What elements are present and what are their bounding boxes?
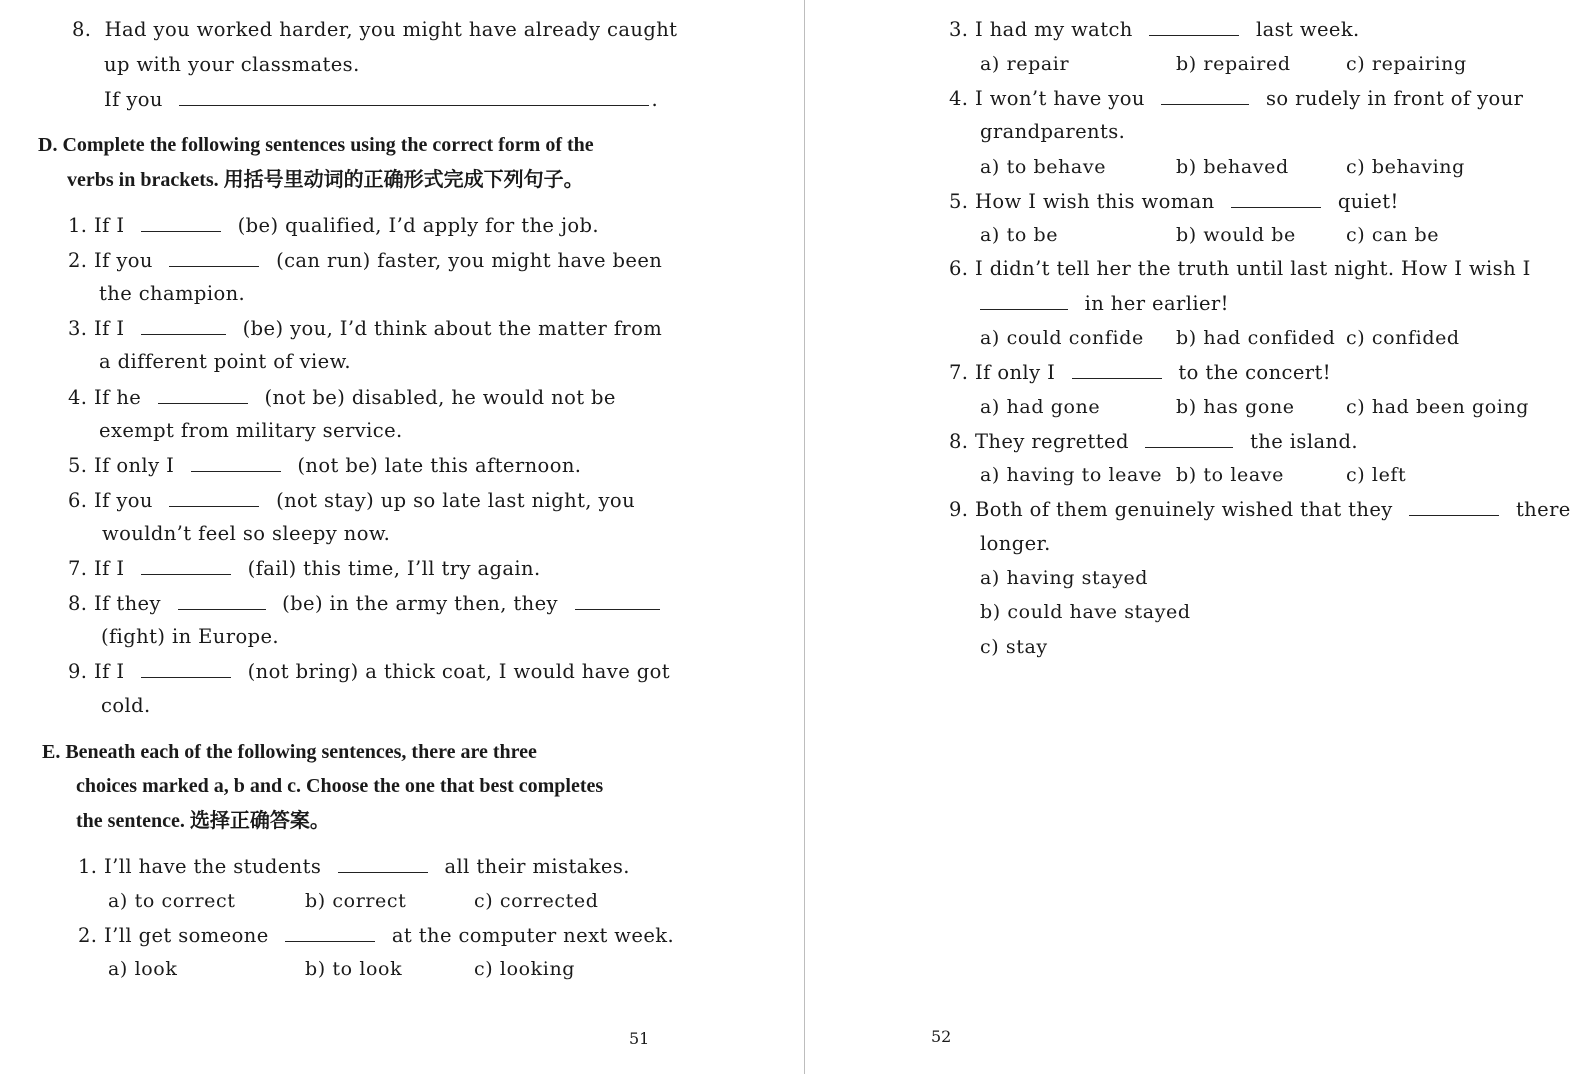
choice-a[interactable]: a) to be: [980, 224, 1059, 246]
item-text: I won’t have you: [975, 87, 1145, 110]
item-text: all their mistakes.: [444, 855, 630, 878]
item-text: last week.: [1255, 18, 1360, 41]
right-page: [805, 0, 1585, 1074]
item-text: If only I: [975, 361, 1056, 384]
answer-blank[interactable]: [338, 854, 428, 873]
item-number: 8.: [949, 430, 969, 453]
choice-a[interactable]: a) look: [108, 958, 178, 980]
exercise-item: [949, 257, 1531, 281]
item-text: Both of them genuinely wished that they: [975, 498, 1393, 521]
item-text: at the computer next week.: [391, 924, 675, 947]
item-text: (not be) late this afternoon.: [297, 454, 582, 477]
item-text: (not stay) up so late last night, you: [276, 489, 636, 512]
item-text: If I: [94, 317, 125, 340]
section-letter: D.: [38, 134, 58, 156]
item-number: 2.: [68, 249, 88, 272]
choice-b[interactable]: b) had confided: [1176, 327, 1336, 349]
item-number: 9.: [68, 660, 88, 683]
section-e-heading: [42, 740, 537, 764]
exercise-item: [68, 556, 541, 581]
item-text: If only I: [94, 454, 175, 477]
item-number: 6.: [68, 489, 88, 512]
item-text-continued: exempt from military service.: [99, 419, 403, 442]
item-text-continued: [980, 291, 1229, 316]
choice-c[interactable]: c) repairing: [1346, 53, 1467, 75]
item-text-continued: cold.: [101, 694, 151, 717]
item-text: I had my watch: [975, 18, 1133, 41]
item-text-continued: wouldn’t feel so sleepy now.: [102, 522, 391, 545]
choice-a[interactable]: a) repair: [980, 53, 1070, 75]
section-instruction: Complete the following sentences using the correct form of the: [62, 134, 594, 156]
item-text: (can run) faster, you might have been: [276, 249, 663, 272]
item-text: If I: [94, 660, 125, 683]
item-number: 8.: [68, 592, 88, 615]
exercise-item: [68, 213, 599, 238]
item-text: I’ll get someone: [104, 924, 269, 947]
choice-b[interactable]: b) to leave: [1176, 464, 1284, 486]
choice-b[interactable]: b) to look: [305, 958, 403, 980]
item-text: quiet!: [1337, 190, 1399, 213]
choice-a[interactable]: a) to correct: [108, 890, 236, 912]
item-number: 5.: [68, 454, 88, 477]
choice-c[interactable]: c) behaving: [1346, 156, 1465, 178]
exercise-item: [68, 453, 581, 478]
answer-blank[interactable]: [980, 291, 1068, 310]
section-instruction: verbs in brackets. 用括号里动词的正确形式完成下列句子。: [67, 169, 584, 191]
item-text-continued: the champion.: [99, 282, 246, 305]
item-text: If he: [94, 386, 142, 409]
item-text: (not be) disabled, he would not be: [264, 386, 616, 409]
answer-blank[interactable]: [141, 659, 231, 678]
section-instruction: Beneath each of the following sentences, there are three: [65, 741, 537, 763]
item-number: 5.: [949, 190, 969, 213]
answer-blank[interactable]: [1072, 360, 1162, 379]
item-text: so rudely in front of your: [1266, 87, 1524, 110]
item-text: If you: [104, 88, 163, 111]
item-text-continued: a different point of view.: [99, 350, 351, 373]
answer-blank[interactable]: [178, 591, 266, 610]
exercise-item: [78, 923, 674, 948]
item-text: (be) in the army then, they: [282, 592, 558, 615]
item-number: 7.: [949, 361, 969, 384]
answer-blank[interactable]: [575, 591, 660, 610]
page-number: 51: [629, 1029, 650, 1048]
item-text: (not bring) a thick coat, I would have got: [247, 660, 671, 683]
exercise-item: [949, 360, 1331, 385]
choice-b[interactable]: b) behaved: [1176, 156, 1289, 178]
item-number: 4.: [68, 386, 88, 409]
exercise-item: [72, 18, 677, 42]
choice-b[interactable]: b) has gone: [1176, 396, 1295, 418]
exercise-item: [68, 659, 670, 684]
answer-blank[interactable]: [169, 248, 259, 267]
answer-blank[interactable]: [169, 488, 259, 507]
item-text: to the concert!: [1178, 361, 1331, 384]
choice-c[interactable]: c) stay: [980, 636, 1048, 658]
exercise-item: [78, 854, 630, 879]
choice-a[interactable]: a) to behave: [980, 156, 1107, 178]
answer-blank[interactable]: [191, 453, 281, 472]
choice-c[interactable]: c) can be: [1346, 224, 1440, 246]
section-instruction: the sentence. 选择正确答案。: [76, 810, 330, 832]
exercise-item: [949, 189, 1399, 214]
item-text: If I: [94, 214, 125, 237]
choice-c[interactable]: c) left: [1346, 464, 1407, 486]
choice-c[interactable]: c) corrected: [474, 890, 599, 912]
item-text: If you: [94, 249, 153, 272]
answer-blank[interactable]: [1231, 189, 1321, 208]
section-instruction: choices marked a, b and c. Choose the one that best completes: [76, 775, 604, 797]
item-text: (fail) this time, I’ll try again.: [247, 557, 541, 580]
item-text: Had you worked harder, you might have already caught: [104, 18, 678, 41]
choice-b[interactable]: b) would be: [1176, 224, 1296, 246]
choice-c[interactable]: c) looking: [474, 958, 576, 980]
section-letter: E.: [42, 741, 61, 763]
answer-blank[interactable]: [141, 316, 226, 335]
left-page: [0, 0, 790, 1074]
exercise-item: [68, 591, 670, 616]
exercise-item: [68, 248, 662, 273]
item-text: (be) you, I’d think about the matter from: [242, 317, 663, 340]
choice-b[interactable]: b) repaired: [1176, 53, 1291, 75]
answer-blank[interactable]: [1161, 86, 1249, 105]
section-d-heading: [38, 133, 594, 157]
choice-b[interactable]: b) correct: [305, 890, 407, 912]
item-text: the island.: [1250, 430, 1358, 453]
choice-a[interactable]: a) had gone: [980, 396, 1101, 418]
item-text: in her earlier!: [1084, 292, 1229, 315]
answer-blank[interactable]: [158, 385, 248, 404]
item-number: 2.: [78, 924, 98, 947]
item-number: 1.: [78, 855, 98, 878]
item-text: How I wish this woman: [975, 190, 1215, 213]
choice-c[interactable]: c) confided: [1346, 327, 1460, 349]
exercise-item: [949, 86, 1523, 111]
answer-blank[interactable]: [1409, 497, 1499, 516]
rewrite-line: [104, 87, 658, 112]
item-text-continued: grandparents.: [980, 120, 1126, 143]
choice-a[interactable]: a) having stayed: [980, 567, 1149, 589]
choice-b[interactable]: b) could have stayed: [980, 601, 1191, 623]
item-text-continued: (fight) in Europe.: [101, 625, 280, 648]
item-number: 9.: [949, 498, 969, 521]
item-number: 6.: [949, 257, 969, 280]
answer-blank[interactable]: [141, 556, 231, 575]
choice-c[interactable]: c) had been going: [1346, 396, 1530, 418]
exercise-item: [949, 497, 1571, 522]
answer-blank[interactable]: [141, 213, 221, 232]
item-number: 3.: [949, 18, 969, 41]
item-text: (be) qualified, I’d apply for the job.: [237, 214, 600, 237]
exercise-item: [949, 429, 1358, 454]
choice-a[interactable]: a) could confide: [980, 327, 1144, 349]
item-text: They regretted: [975, 430, 1129, 453]
item-number: 3.: [68, 317, 88, 340]
exercise-item: [949, 17, 1360, 42]
item-text: there: [1515, 498, 1571, 521]
item-number: 7.: [68, 557, 88, 580]
item-number: 4.: [949, 87, 969, 110]
answer-blank[interactable]: [1145, 429, 1233, 448]
item-text-continued: longer.: [980, 532, 1051, 555]
item-text: I’ll have the students: [104, 855, 322, 878]
item-text: I didn’t tell her the truth until last night. How I wish I: [975, 257, 1531, 280]
answer-blank[interactable]: [285, 923, 375, 942]
item-text: If they: [94, 592, 161, 615]
exercise-item: [68, 385, 616, 410]
answer-blank[interactable]: [179, 87, 649, 106]
page-number: 52: [931, 1027, 952, 1046]
exercise-item: [68, 488, 635, 513]
item-text-continued: up with your classmates.: [104, 53, 360, 76]
item-text: .: [651, 88, 659, 111]
item-text: If you: [94, 489, 153, 512]
item-text: If I: [94, 557, 125, 580]
exercise-item: [68, 316, 662, 341]
item-number: 8.: [72, 18, 92, 41]
answer-blank[interactable]: [1149, 17, 1239, 36]
item-number: 1.: [68, 214, 88, 237]
choice-a[interactable]: a) having to leave: [980, 464, 1163, 486]
